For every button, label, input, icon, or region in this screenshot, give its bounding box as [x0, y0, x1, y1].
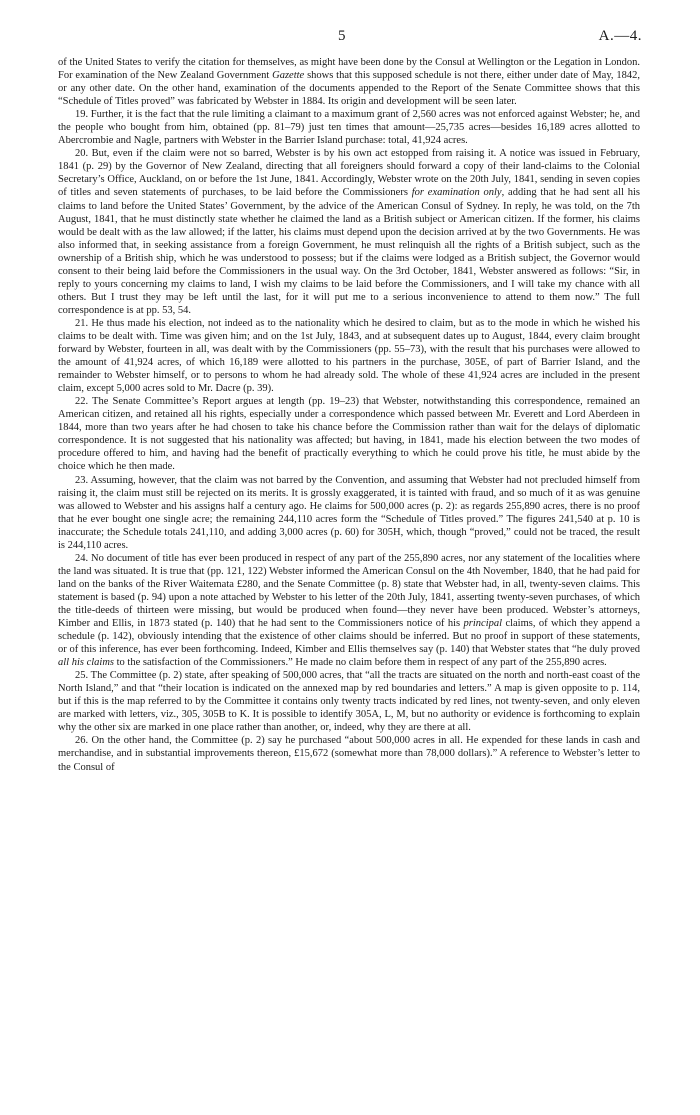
text-run: 19. Further, it is the fact that the rule limiting a claimant to a maximum grant of 2,560 acres was not enforced against Webster; he, and the people who bought from him, obtained (pp. 81–79) just ten times that amount—25,735 acres—besides 16,189 acres allotted to Abercrombie and Nagle, partners with Webster in the Barrier Island purchase: total, 41,924 acres.: [58, 109, 640, 147]
document-page: [58, 28, 640, 774]
italic-text: principal: [463, 618, 503, 630]
paragraph: [58, 108, 640, 147]
page-header: [58, 28, 640, 56]
text-run: 24. No document of title has ever been produced in respect of any part of the 255,890 acres, nor any statement of the localities where the land was situated. It is true that (pp. 121, 122) Webster informed the American Consul on the 4th November, 1840, that he had paid for land on the banks of the River Waitemata £280, and the Senate Committee (p. 8) state that Webster had, in all, twenty-seven claims. This statement is based (p. 94) upon a note attached by Webster to his letter of the 20th July, 1841, asserting twenty-seven purchases, of which the title-deeds of thirteen were missing, but would be produced when found—they never have been produced. Webster’s attorneys, Kimber and Ellis, in 1873 stated (p. 140) that he had sent to the Commissioners notice of his: [58, 552, 640, 630]
text-run: 26. On the other hand, the Committee (p. 2) say he purchased “about 500,000 acres in all. He expended for these lands in cash and merchandise, and in substantial improvements thereon, £15,672 (somewhat more than 78,000 dollars).” A reference to Webster’s letter to the Consul of: [58, 735, 640, 773]
paragraph: [58, 734, 640, 773]
paragraph-continuation: [58, 56, 640, 108]
paragraph: [58, 395, 640, 473]
page-number: 5: [338, 28, 346, 44]
text-run: 25. The Committee (p. 2) state, after speaking of 500,000 acres, that “all the tracts are situated on the north and north-east coast of the North Island,” and that “their location is indicated on the annexed map by red boundaries and letters.” A map is given opposite to p. 114, but if this is the map referred to by the Committee it contains only twenty tracts indicated by red lines, not twenty-seven, and only eleven are marked with letters, viz., 305, 305B to K. It is possible to identify 305A, L, M, but no authority or evidence is forthcoming to explain why the other six are marked in one place rather than another, or, indeed, why they are there at all.: [58, 670, 640, 734]
text-run: 21. He thus made his election, not indeed as to the nationality which he desired to claim, but as to the mode in which he wished his claims to be dealt with. Time was given him; and on the 1st July, 1843, and at subsequent dates up to August, 1844, every claim brought forward by Webster, fourteen in all, was dealt with by the Commissioners (pp. 55–73), with the result that his purchases were allowed to the amount of 41,924 acres, of which 16,189 were allotted to his partners in the purchase, 305E, of part of Barrier Island, and the remainder to Webster himself, or to persons to whom he had already sold. The whole of these 41,924 acres are included in the present claim, except 5,000 acres sold to Mr. Dacre (p. 39).: [58, 317, 640, 395]
paragraph: [58, 317, 640, 395]
text-run: 22. The Senate Committee’s Report argues at length (pp. 19–23) that Webster, notwithstanding this correspondence, remained an American citizen, and retained all his rights, especially under a correspondence which passed between Mr. Everett and Lord Aberdeen in 1844, more than two years after he had chosen to take his chance before the Commission rather than wait for the delays of diplomatic correspondence. It is not suggested that his nationality was affected; but having, in 1841, made his election between the two modes of procedure offered to him, and having had the benefit of practically everything to which he could prove his title, he must abide by the choice which he then made.: [58, 396, 640, 473]
text-run: of the United States to verify the citation for themselves, as might have been done by the Consul at Wellington or the Legation in London. For examination of the New Zealand Government: [58, 57, 640, 82]
text-run: 20. But, even if the claim were not so barred, Webster is by his own act estopped from raising it. A notice was issued in February, 1841 (p. 29) by the Governor of New Zealand, directing that all foreigners should forward a copy of their land-claims to the Colonial Secretary’s Office, Auckland, on or before the 1st June, 1841. Accordingly, Webster wrote on the 20th July, 1841, sending in seven copies of titles and seven statements of purchases, to be laid before the Commissioners: [58, 148, 640, 199]
italic-text: for examination only: [411, 187, 502, 199]
text-run: to the satisfaction of the Commissioners.” He made no claim before them in respect of any part of the 255,890 acres.: [114, 657, 607, 669]
text-run: , adding that he had sent all his claims to land before the United States’ Government, by the advice of the American Consul of Sydney. In reply, he was told, on the 7th August, 1841, that he must distinctly state whether he claimed the land as a British subject or American citizen. If the former, his claims would be dealt with as the law allowed; if the latter, his claims must depend upon the decision arrived at by the two Governments. He was also informed that, in seeking assistance from a foreign Government, he must relinquish all the rights of a British subject, such as the ownership of a British ship, which he was understood to possess; but if the claims were lodged as a British subject, the Governor would consent to their being laid before the Commissioners in the usual way. On the 3rd October, 1841, Webster answered as follows: “Sir, in reply to yours concerning my claims to land, I wish my claims to be laid before the Commissioners, and I will take my chance with all others. But I trust they may be left until the last, for it will put me to a serious inconvenience to attend to them now.” The full correspondence is at pp. 53, 54.: [58, 187, 640, 316]
paragraph: [58, 669, 640, 734]
text-run: claims, of which they append a schedule (p. 142), obviously intending that the existence of other claims should be inferred. But no proof in support of these statements, or of this inference, has ever been forthcoming. Indeed, Kimber and Ellis themselves say (p. 140) that Webster states that “he duly proved: [58, 618, 641, 656]
italic-text: all his claims: [58, 657, 115, 669]
paragraph: [58, 552, 640, 669]
text-run: 23. Assuming, however, that the claim was not barred by the Convention, and assuming that Webster had not precluded himself from raising it, the claim must still be rejected on its merits. It is grossly exaggerated, it is tainted with fraud, and so much of it as was genuine was allowed to Webster and his assigns half a century ago. He claims for 500,000 acres (p. 2): as regards 255,890 acres, there is no proof that he ever bought one single acre; the remaining 244,110 acres form the “Schedule of Titles proved.” The figures 241,540 at p. 10 is inaccurate; the Schedule totals 241,110, and adding 3,000 acres (p. 60) for 305H, which, though “proved,” could not be traced, the result is 244,110 acres.: [58, 474, 640, 551]
paragraph: [58, 147, 640, 317]
text-run: shows that this supposed schedule is not there, either under date of May, 1842, or any other date. On the other hand, examination of the documents appended to the Report of the Senate Committee shows that this “Schedule of Titles proved” was fabricated by Webster in 1884. Its origin and development will be seen later.: [58, 70, 640, 108]
paragraph: [58, 474, 640, 552]
body-text: [58, 56, 640, 774]
italic-text: Gazette: [272, 70, 305, 82]
document-reference: A.—4.: [598, 28, 642, 44]
